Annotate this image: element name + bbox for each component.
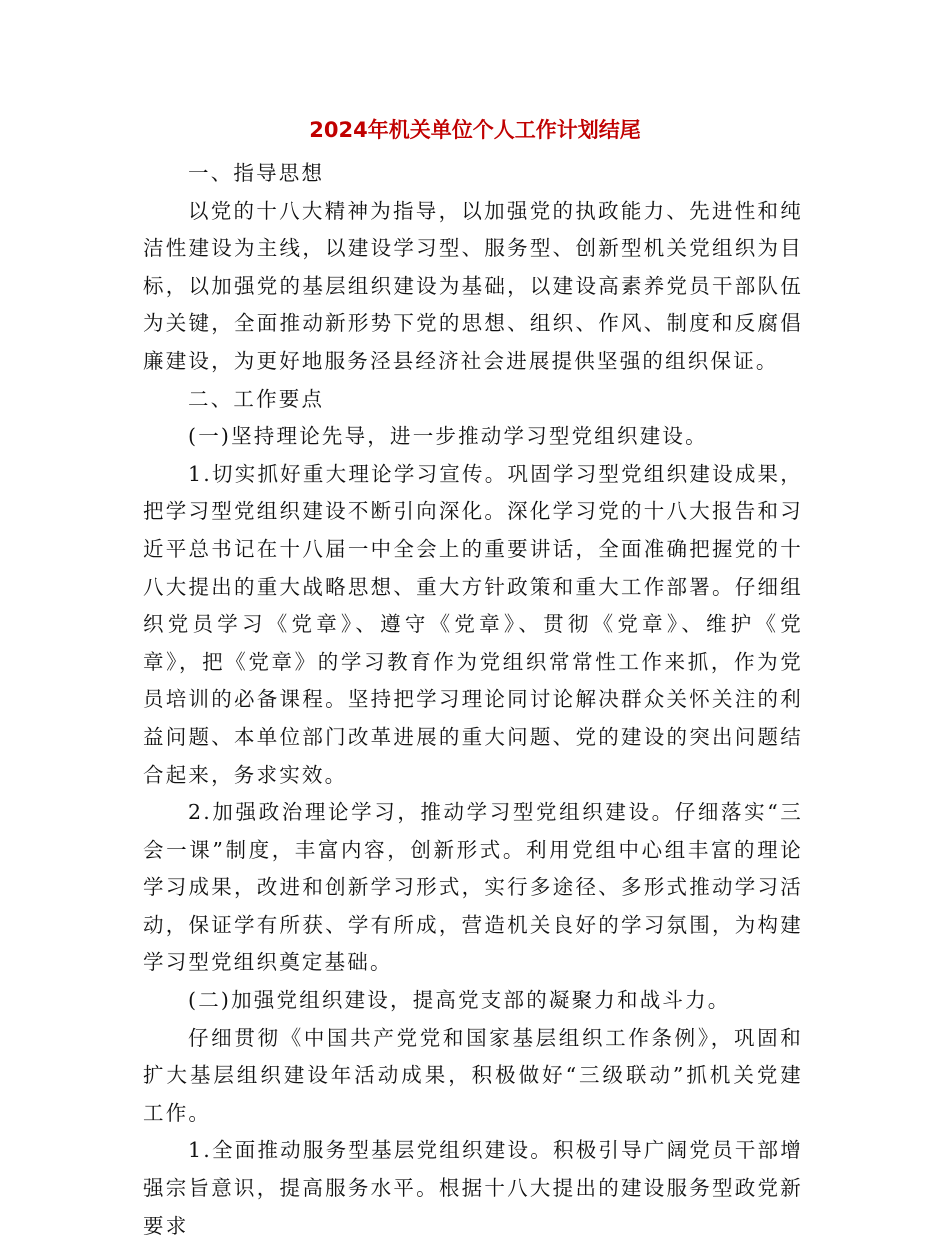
body-paragraph: 1.切实抓好重大理论学习宣传。巩固学习型党组织建设成果，把学习型党组织建设不断引向深化。深化学习党的十八大报告和习近平总书记在十八届一中全会上的重要讲话，全面准确把握党的十八大提出的重大战略思想、重大方针政策和重大工作部署。仔细组织党员学习《党章》、遵守《党章》、贯彻《党章》、维护《党章》，把《党章》的学习教育作为党组织常常性工作来抓，作为党员培训的必备课程。坚持把学习理论同讨论解决群众关怀关注的利益问题、本单位部门改革进展的重大问题、党的建设的突出问题结合起来，务求实效。: [143, 461, 803, 787]
section-heading: 二、工作要点: [188, 386, 325, 411]
document-title: 2024年机关单位个人工作计划结尾: [309, 118, 641, 142]
document-body: [143, 155, 803, 1245]
body-paragraph: 1.全面推动服务型基层党组织建设。积极引导广阔党员干部增强宗旨意识，提高服务水平。根据十八大提出的建设服务型政党新要求: [143, 1138, 803, 1238]
subsection-heading: (一)坚持理论先导，进一步推动学习型党组织建设。: [188, 424, 708, 449]
subsection-heading: (二)加强党组织建设，提高党支部的凝聚力和战斗力。: [188, 988, 731, 1013]
section-heading: 一、指导思想: [188, 161, 325, 185]
body-paragraph: 以党的十八大精神为指导，以加强党的执政能力、先进性和纯洁性建设为主线，以建设学习型、服务型、创新型机关党组织为目标，以加强党的基层组织建设为基础，以建设高素养党员干部队伍为关键，全面推动新形势下党的思想、组织、作风、制度和反腐倡廉建设，为更好地服务泾县经济社会进展提供坚强的组织保证。: [143, 198, 803, 373]
body-paragraph: 仔细贯彻《中国共产党党和国家基层组织工作条例》，巩固和扩大基层组织建设年活动成果，积极做好“三级联动”抓机关党建工作。: [143, 1025, 803, 1125]
body-paragraph: 2.加强政治理论学习，推动学习型党组织建设。仔细落实“三会一课”制度，丰富内容，创新形式。利用党组中心组丰富的理论学习成果，改进和创新学习形式，实行多途径、多形式推动学习活动，保证学有所获、学有所成，营造机关良好的学习氛围，为构建学习型党组织奠定基础。: [143, 800, 803, 975]
